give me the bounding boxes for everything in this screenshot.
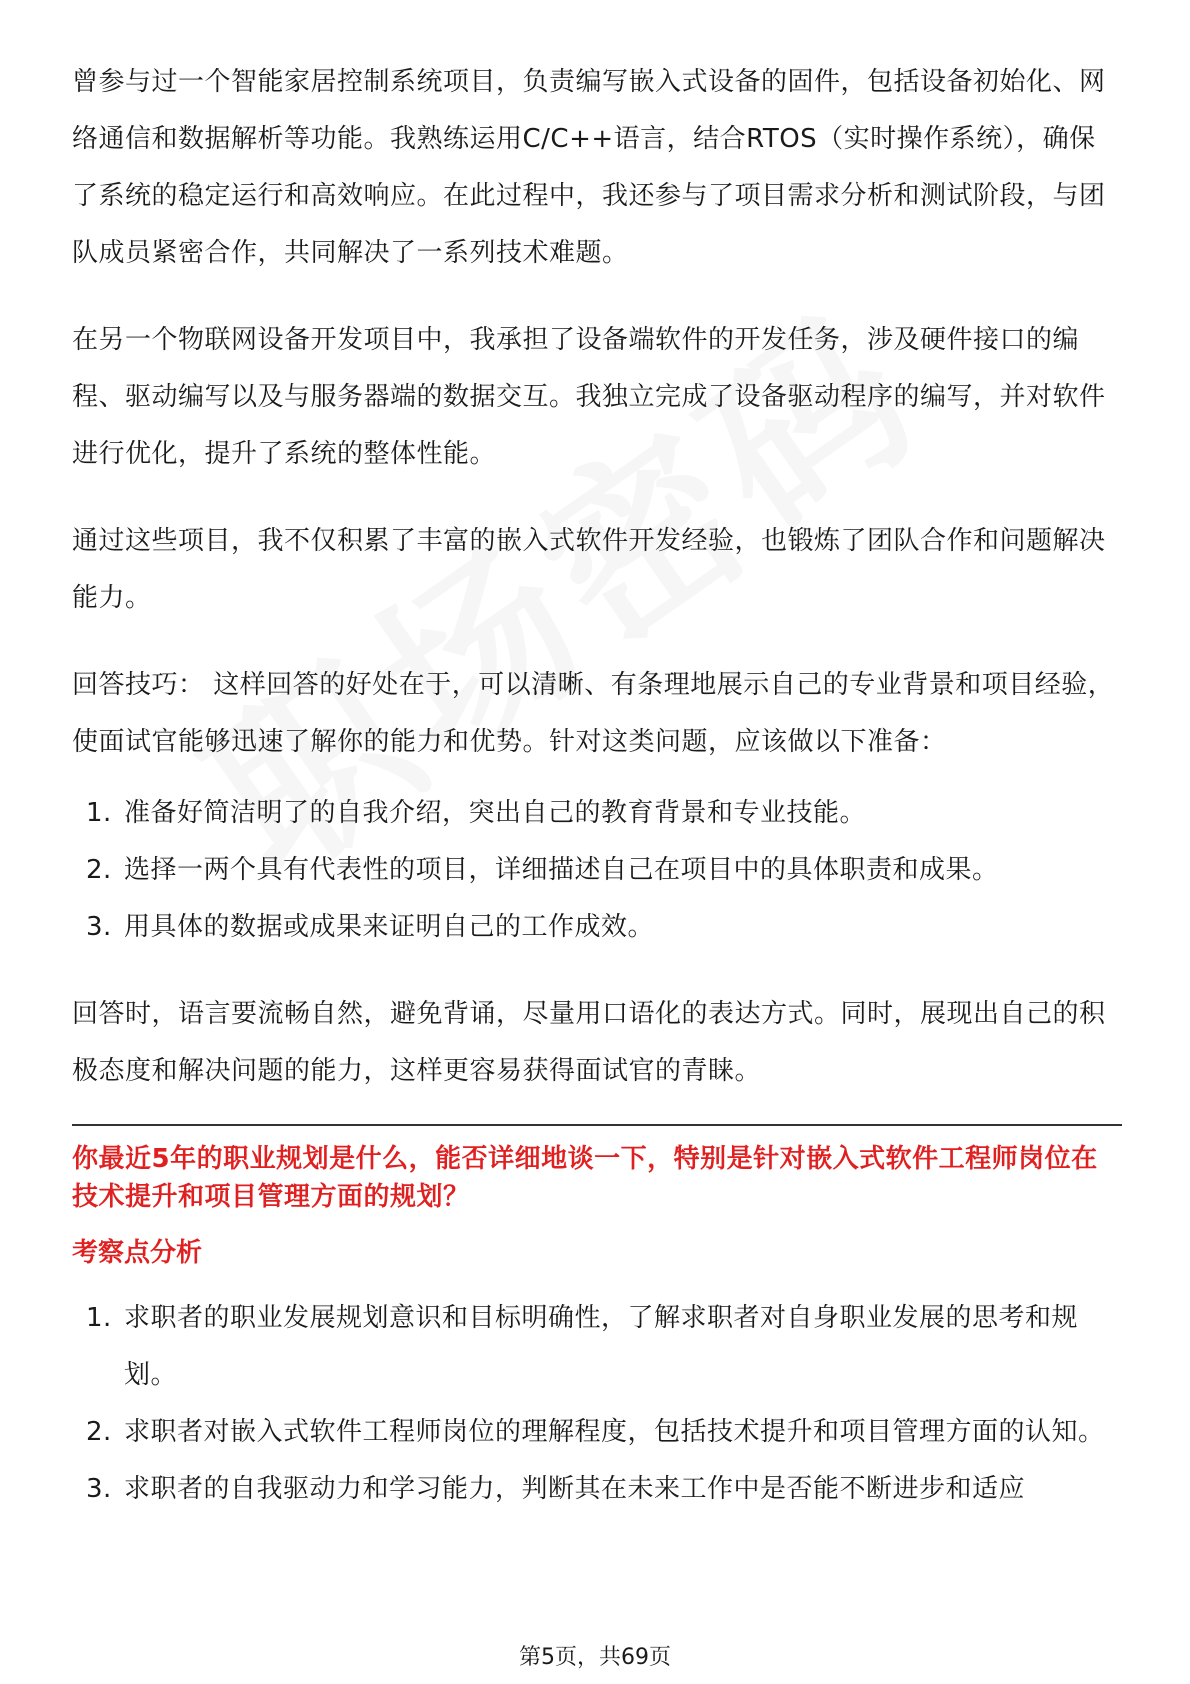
paragraph-answer-tips: 回答技巧： 这样回答的好处在于，可以清晰、有条理地展示自己的专业背景和项目经验，使面试官能够迅速了解你的能力和优势。针对这类问题，应该做以下准备： [72, 670, 1115, 757]
list-item-text: 选择一两个具有代表性的项目，详细描述自己在项目中的具体职责和成果。 [124, 855, 999, 885]
list-item-text: 求职者的自我驱动力和学习能力，判断其在未来工作中是否能不断进步和适应 [124, 1474, 1026, 1504]
paragraph-answer-advice: 回答时，语言要流畅自然，避免背诵，尽量用口语化的表达方式。同时，展现出自己的积极态度和解决问题的能力，这样更容易获得面试官的青睐。 [72, 999, 1106, 1086]
section-divider [72, 1124, 1122, 1126]
list-item [72, 1290, 1122, 1404]
list-number: 3. [86, 912, 112, 942]
list-item [72, 842, 1122, 899]
list-number: 1. [86, 1303, 112, 1333]
list-item [72, 785, 1122, 842]
list-item-text: 求职者的职业发展规划意识和目标明确性，了解求职者对自身职业发展的思考和规划。 [124, 1303, 1079, 1390]
analysis-heading: 考察点分析 [72, 1238, 203, 1268]
list-number: 2. [86, 855, 112, 885]
list-item-text: 用具体的数据或成果来证明自己的工作成效。 [124, 912, 655, 942]
list-item [72, 1461, 1122, 1518]
list-item-text: 求职者对嵌入式软件工程师岗位的理解程度，包括技术提升和项目管理方面的认知。 [124, 1417, 1105, 1447]
list-item [72, 1404, 1122, 1461]
analysis-list [72, 1290, 1122, 1518]
list-number: 1. [86, 798, 112, 828]
paragraph-summary: 通过这些项目，我不仅积累了丰富的嵌入式软件开发经验，也锻炼了团队合作和问题解决能力。 [72, 526, 1106, 613]
paragraph-project-smart-home: 曾参与过一个智能家居控制系统项目，负责编写嵌入式设备的固件，包括设备初始化、网络通信和数据解析等功能。我熟练运用C/C++语言，结合RTOS（实时操作系统），确保了系统的稳定运行和高效响应。在此过程中，我还参与了项目需求分析和测试阶段，与团队成员紧密合作，共同解决了一系列技术难题。 [72, 67, 1106, 268]
list-item-text: 准备好简洁明了的自我介绍，突出自己的教育背景和专业技能。 [124, 798, 867, 828]
list-item [72, 899, 1122, 956]
paragraph-project-iot: 在另一个物联网设备开发项目中，我承担了设备端软件的开发任务，涉及硬件接口的编程、驱动编写以及与服务器端的数据交互。我独立完成了设备驱动程序的编写，并对软件进行优化，提升了系统的整体性能。 [72, 325, 1106, 469]
tips-list [72, 785, 1122, 956]
page-footer: 第5页，共69页 [519, 1645, 671, 1670]
page-content [72, 54, 1122, 1548]
list-number: 2. [86, 1417, 112, 1447]
question-heading: 你最近5年的职业规划是什么，能否详细地谈一下，特别是针对嵌入式软件工程师岗位在技术提升和项目管理方面的规划？ [72, 1144, 1098, 1212]
list-number: 3. [86, 1474, 112, 1504]
